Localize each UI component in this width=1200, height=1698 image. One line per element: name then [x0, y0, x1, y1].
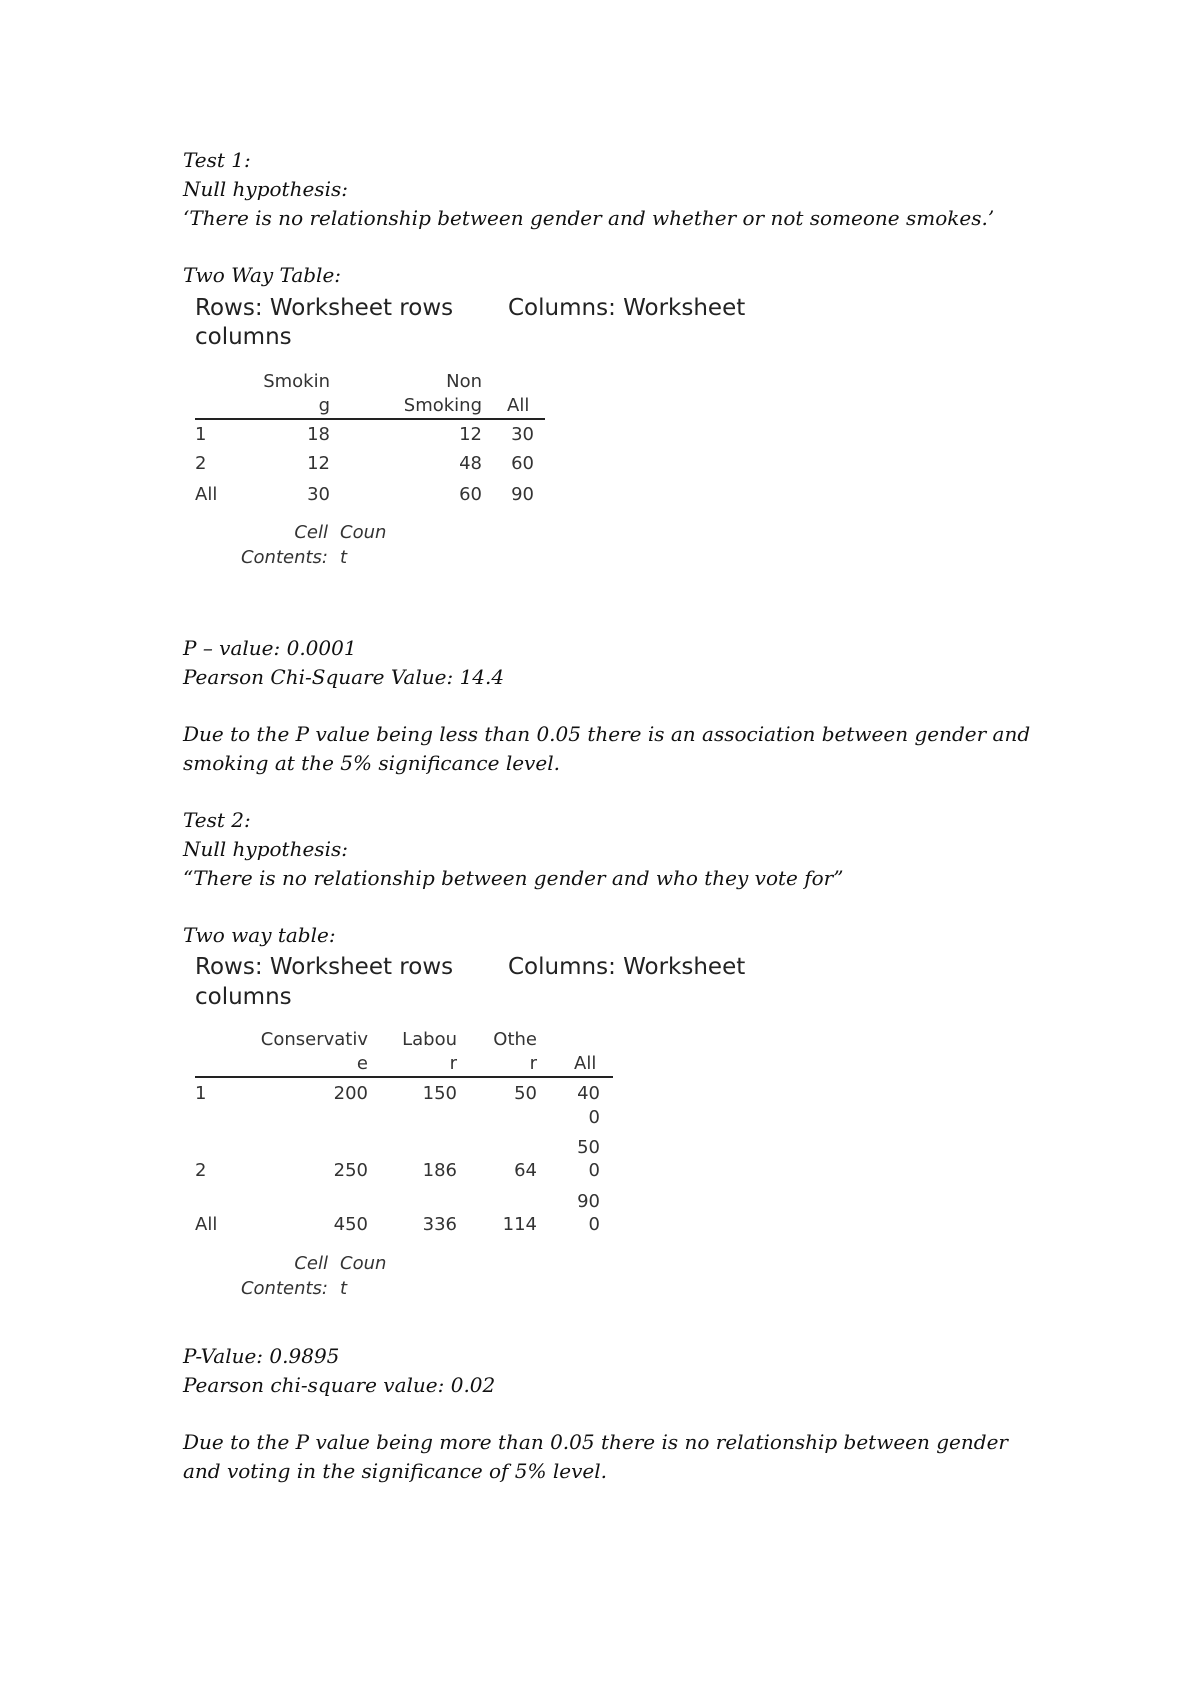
test1-rows-label: Rows: Worksheet rows — [195, 295, 454, 321]
test1-cell-all: 90 — [511, 484, 534, 505]
test2-cell: 250 — [333, 1160, 368, 1181]
test1-cell: 30 — [307, 484, 330, 505]
test1-cols-label: Columns: Worksheet — [508, 295, 746, 321]
test2-cell: 186 — [422, 1160, 457, 1181]
test2-cell: 114 — [502, 1214, 537, 1235]
test2-cell: 150 — [422, 1083, 457, 1104]
test2-cols-label: Columns: Worksheet — [508, 954, 746, 980]
test2-cell-contents-label-1: Cell — [294, 1253, 328, 1274]
test1-heading: Test 1: — [183, 148, 251, 172]
test1-cell: 12 — [459, 424, 482, 445]
test1-cell-contents-label-1: Cell — [294, 522, 328, 543]
test2-row-label: All — [195, 1214, 218, 1235]
test2-cell: 450 — [333, 1214, 368, 1235]
test1-cell: 18 — [307, 424, 330, 445]
test2-cell-contents-value-2: t — [340, 1278, 348, 1299]
test2-cell-all: 50 — [577, 1137, 600, 1158]
test2-cell-all: 0 — [588, 1160, 600, 1181]
test2-cell-all: 0 — [588, 1214, 600, 1235]
test2-heading: Test 2: — [183, 808, 251, 832]
test1-cell-contents-value-2: t — [340, 547, 348, 568]
test1-header-all: All — [507, 395, 530, 416]
test1-cell-all: 60 — [511, 453, 534, 474]
test1-table-label: Two Way Table: — [183, 263, 342, 287]
test1-header-smoking-2: g — [318, 395, 330, 416]
test1-header-nonsmoking-2: Smoking — [403, 395, 482, 416]
test2-header-labour-1: Labou — [402, 1029, 457, 1050]
test2-chi-square: Pearson chi-square value: 0.02 — [183, 1373, 496, 1397]
test1-cell-contents-label-2: Contents: — [240, 547, 328, 568]
test2-table-label: Two way table: — [183, 923, 336, 947]
test1-cell-all: 30 — [511, 424, 534, 445]
test2-cell: 336 — [422, 1214, 457, 1235]
test1-row-label: 2 — [195, 453, 207, 474]
test1-cols-label-cont: columns — [195, 324, 292, 350]
test1-row-label: 1 — [195, 424, 207, 445]
test1-null-label: Null hypothesis: — [183, 177, 348, 201]
test1-header-smoking-1: Smokin — [263, 371, 330, 392]
test2-cell-all: 90 — [577, 1191, 600, 1212]
test2-rows-label: Rows: Worksheet rows — [195, 954, 454, 980]
test1-conclusion-line1: Due to the P value being less than 0.05 there is an association between gender and — [183, 722, 1031, 746]
test2-header-all: All — [574, 1053, 597, 1074]
test1-null-text: ‘There is no relationship between gender and whether or not someone smokes.’ — [183, 206, 995, 230]
test1-cell: 48 — [459, 453, 482, 474]
test2-header-conservative-2: e — [356, 1053, 368, 1074]
test2-p-value: P-Value: 0.9895 — [183, 1344, 340, 1368]
test2-conclusion-line1: Due to the P value being more than 0.05 there is no relationship between gender — [183, 1430, 1008, 1454]
test2-conclusion-line2: and voting in the significance of 5% level. — [183, 1459, 608, 1483]
test2-cell-contents-label-2: Contents: — [240, 1278, 328, 1299]
test1-cell-contents-value-1: Coun — [340, 522, 387, 543]
test2-cell: 200 — [333, 1083, 368, 1104]
test2-cell-all: 0 — [588, 1107, 600, 1128]
test2-null-text: “There is no relationship between gender and who they vote for” — [183, 866, 844, 890]
test1-cell: 60 — [459, 484, 482, 505]
test2-cell-contents-value-1: Coun — [340, 1253, 387, 1274]
test1-chi-square: Pearson Chi-Square Value: 14.4 — [183, 665, 505, 689]
test1-row-label: All — [195, 484, 218, 505]
test1-header-nonsmoking-1: Non — [446, 371, 482, 392]
test2-header-other-2: r — [529, 1053, 537, 1074]
test2-row-label: 1 — [195, 1083, 207, 1104]
test2-header-other-1: Othe — [493, 1029, 537, 1050]
test2-cols-label-cont: columns — [195, 984, 292, 1010]
test2-cell: 64 — [514, 1160, 537, 1181]
test1-p-value: P – value: 0.0001 — [183, 636, 357, 660]
test2-header-labour-2: r — [449, 1053, 457, 1074]
test2-cell-all: 40 — [577, 1083, 600, 1104]
test2-header-conservative-1: Conservativ — [260, 1029, 368, 1050]
test2-row-label: 2 — [195, 1160, 207, 1181]
test2-cell: 50 — [514, 1083, 537, 1104]
test1-cell: 12 — [307, 453, 330, 474]
test2-header-rule — [195, 1076, 613, 1078]
test1-conclusion-line2: smoking at the 5% significance level. — [183, 751, 560, 775]
test1-header-rule — [195, 418, 545, 420]
test2-null-label: Null hypothesis: — [183, 837, 348, 861]
